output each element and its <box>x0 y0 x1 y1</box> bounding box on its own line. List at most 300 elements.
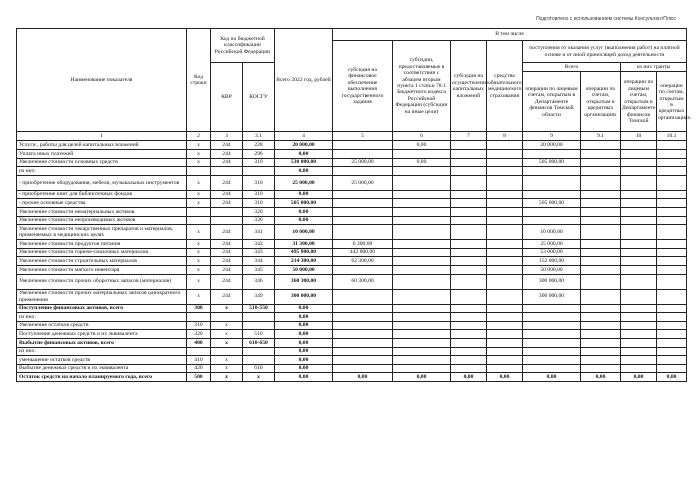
row-subsidy-capital <box>451 364 487 373</box>
row-paid-credit <box>581 274 621 289</box>
row-total: 495 800,00 <box>275 248 333 257</box>
row-grants-credit <box>657 313 687 322</box>
row-total: 0,00 <box>275 373 333 382</box>
header-paid-services: поступления от оказания услуг (выполнения работ) на платной основе и от иной приносящей доход деятельности <box>523 41 687 63</box>
row-subsidy-task <box>333 289 393 304</box>
row-grants-treasury <box>621 313 657 322</box>
row-kvr <box>211 313 243 322</box>
row-total: 20 000,00 <box>275 141 333 150</box>
row-paid-credit <box>581 289 621 304</box>
row-subsidy-task <box>333 356 393 365</box>
row-paid-credit: 0,00 <box>581 373 621 382</box>
row-paid-credit <box>581 150 621 159</box>
table-row <box>17 216 687 225</box>
row-kosgu: 228 <box>243 141 275 150</box>
row-grants-credit <box>657 158 687 167</box>
row-insurance <box>487 240 523 249</box>
row-subsidy-task <box>333 225 393 240</box>
row-name: Поступление финансовых активов, всего <box>17 304 187 313</box>
header-ops-credit: операции по счетам, открытым в кредитных организациях <box>581 72 621 132</box>
row-total: 0,00 <box>275 330 333 339</box>
row-kosgu <box>243 313 275 322</box>
row-subsidy-capital <box>451 289 487 304</box>
row-subsidy-other <box>393 175 451 190</box>
row-subsidy-task <box>333 150 393 159</box>
header-kosgu: КОСГУ <box>243 63 275 132</box>
row-code: x <box>187 274 211 289</box>
row-paid-credit <box>581 225 621 240</box>
row-total: 0,00 <box>275 167 333 176</box>
row-grants-credit <box>657 289 687 304</box>
column-number-row <box>17 132 687 141</box>
row-code: 400 <box>187 338 211 347</box>
row-subsidy-other <box>393 364 451 373</box>
row-insurance <box>487 216 523 225</box>
row-subsidy-other <box>393 265 451 274</box>
row-name: - приобретение книг для библиотечных фондов <box>17 190 187 199</box>
row-kosgu: x <box>243 373 275 382</box>
row-grants-credit <box>657 304 687 313</box>
table-row <box>17 190 687 199</box>
row-code: x <box>187 265 211 274</box>
row-kosgu: 310 <box>243 158 275 167</box>
row-grants-treasury <box>621 150 657 159</box>
row-kvr: 244 <box>211 175 243 190</box>
row-grants-treasury <box>621 274 657 289</box>
header-code-budget: Код по бюджетной классификации Российской Федерации <box>211 29 275 63</box>
row-kvr: 244 <box>211 240 243 249</box>
row-paid-treasury <box>523 338 581 347</box>
col-number: 10.1 <box>657 132 687 141</box>
row-subsidy-task <box>333 199 393 208</box>
row-subsidy-task: 0,00 <box>333 373 393 382</box>
row-name: Остаток средств на начало планируемого года, всего <box>17 373 187 382</box>
row-subsidy-capital <box>451 207 487 216</box>
row-insurance <box>487 265 523 274</box>
row-code: x <box>187 257 211 266</box>
row-insurance <box>487 150 523 159</box>
row-subsidy-other <box>393 225 451 240</box>
row-grants-treasury <box>621 216 657 225</box>
row-paid-credit <box>581 364 621 373</box>
row-kvr: x <box>211 330 243 339</box>
row-subsidy-other <box>393 338 451 347</box>
row-total: 25 000,00 <box>275 175 333 190</box>
row-grants-credit <box>657 248 687 257</box>
row-kosgu: 310 <box>243 199 275 208</box>
row-subsidy-task: 25 000,00 <box>333 158 393 167</box>
row-subsidy-capital <box>451 265 487 274</box>
row-subsidy-capital <box>451 347 487 356</box>
row-insurance <box>487 304 523 313</box>
row-grants-credit <box>657 141 687 150</box>
row-paid-treasury <box>523 356 581 365</box>
row-paid-treasury: 25 000,00 <box>523 240 581 249</box>
row-total: 0,00 <box>275 304 333 313</box>
row-grants-treasury <box>621 356 657 365</box>
row-name: Поступление денежных средств и их эквивалента <box>17 330 187 339</box>
row-kosgu: 330 <box>243 216 275 225</box>
row-insurance <box>487 356 523 365</box>
table-row <box>17 356 687 365</box>
row-subsidy-task <box>333 207 393 216</box>
row-subsidy-capital <box>451 338 487 347</box>
row-subsidy-task <box>333 364 393 373</box>
row-name: Услуги , работы для целей капитальных вложений <box>17 141 187 150</box>
row-grants-treasury <box>621 265 657 274</box>
table-row <box>17 199 687 208</box>
row-grants-treasury <box>621 248 657 257</box>
row-kosgu: 349 <box>243 289 275 304</box>
row-total: 0,00 <box>275 364 333 373</box>
row-code: x <box>187 141 211 150</box>
row-subsidy-capital <box>451 190 487 199</box>
row-kvr: x <box>211 338 243 347</box>
row-kvr: 244 <box>211 150 243 159</box>
row-paid-treasury <box>523 175 581 190</box>
row-name: Увеличение стоимости горюче-смазочных материалов <box>17 248 187 257</box>
row-kosgu: 345 <box>243 265 275 274</box>
row-subsidy-task: 442 800,00 <box>333 248 393 257</box>
row-subsidy-task <box>333 338 393 347</box>
col-number: 7 <box>451 132 487 141</box>
row-paid-treasury: 505 000,00 <box>523 199 581 208</box>
row-paid-treasury: 152 000,00 <box>523 257 581 266</box>
row-total: 10 000,00 <box>275 225 333 240</box>
row-code: x <box>187 225 211 240</box>
row-paid-treasury <box>523 216 581 225</box>
row-paid-credit <box>581 158 621 167</box>
row-subsidy-task: 60 300,00 <box>333 274 393 289</box>
col-number: 8 <box>487 132 523 141</box>
row-code: x <box>187 190 211 199</box>
row-insurance: 0,00 <box>487 373 523 382</box>
table-row <box>17 373 687 382</box>
col-number: 2 <box>187 132 211 141</box>
row-grants-credit <box>657 175 687 190</box>
col-number: 3 <box>211 132 243 141</box>
row-subsidy-other <box>393 330 451 339</box>
row-kosgu: 341 <box>243 225 275 240</box>
row-subsidy-other <box>393 321 451 330</box>
row-subsidy-capital <box>451 175 487 190</box>
row-subsidy-task <box>333 313 393 322</box>
row-name: Увеличение стоимости непроизводимых активов <box>17 216 187 225</box>
row-grants-treasury <box>621 321 657 330</box>
row-name: Увеличение стоимости нематериальных активов <box>17 207 187 216</box>
row-name: Увеличение стоимости мягкого инвентаря <box>17 265 187 274</box>
row-subsidy-other <box>393 274 451 289</box>
row-insurance <box>487 347 523 356</box>
row-subsidy-other <box>393 190 451 199</box>
row-kosgu: 343 <box>243 248 275 257</box>
table-row <box>17 330 687 339</box>
row-subsidy-capital <box>451 158 487 167</box>
row-grants-treasury <box>621 190 657 199</box>
row-grants-credit <box>657 257 687 266</box>
row-total: 214 300,00 <box>275 257 333 266</box>
row-kosgu <box>243 347 275 356</box>
row-grants-treasury <box>621 207 657 216</box>
row-kvr: 244 <box>211 158 243 167</box>
row-subsidy-capital <box>451 167 487 176</box>
table-row <box>17 321 687 330</box>
row-total: 360 300,00 <box>275 274 333 289</box>
table-row <box>17 240 687 249</box>
row-subsidy-task <box>333 167 393 176</box>
row-code: x <box>187 289 211 304</box>
row-paid-treasury: 20 000,00 <box>523 141 581 150</box>
row-subsidy-task <box>333 304 393 313</box>
row-kvr: 244 <box>211 141 243 150</box>
table-row <box>17 158 687 167</box>
row-kvr: 244 <box>211 248 243 257</box>
row-name: из них: <box>17 167 187 176</box>
row-insurance <box>487 330 523 339</box>
row-name: из них: <box>17 347 187 356</box>
row-subsidy-other <box>393 257 451 266</box>
header-total: Всего 2022 год, рублей <box>275 29 333 132</box>
row-kvr <box>211 216 243 225</box>
row-grants-treasury <box>621 289 657 304</box>
row-kvr <box>211 167 243 176</box>
table-header <box>17 29 691 141</box>
row-paid-treasury <box>523 347 581 356</box>
table-row <box>17 225 687 240</box>
row-paid-credit <box>581 167 621 176</box>
table-row <box>17 364 687 373</box>
row-kosgu: 510 <box>243 330 275 339</box>
row-insurance <box>487 313 523 322</box>
row-total: 0,00 <box>275 216 333 225</box>
header-mandatory-insurance: средства обязательного медицинского страхования <box>487 41 523 132</box>
row-code <box>187 167 211 176</box>
row-paid-credit <box>581 216 621 225</box>
row-kosgu: 610 <box>243 364 275 373</box>
row-insurance <box>487 141 523 150</box>
row-kosgu: 296 <box>243 150 275 159</box>
row-paid-credit <box>581 240 621 249</box>
row-code <box>187 347 211 356</box>
row-subsidy-other: 0,00 <box>393 141 451 150</box>
row-name: Выбытие денежных средств и их эквивалента <box>17 364 187 373</box>
table-row <box>17 167 687 176</box>
row-total: 0,00 <box>275 347 333 356</box>
table-row <box>17 265 687 274</box>
row-grants-credit <box>657 190 687 199</box>
row-kvr <box>211 207 243 216</box>
table-row <box>17 289 687 304</box>
row-kosgu <box>243 356 275 365</box>
row-paid-treasury: 300 000,00 <box>523 274 581 289</box>
row-subsidy-capital: 0,00 <box>451 373 487 382</box>
row-subsidy-other: 0,00 <box>393 158 451 167</box>
header-ops-credit-grants: операции по счетам, открытым в кредитных организациях <box>657 72 687 132</box>
row-grants-credit <box>657 364 687 373</box>
row-subsidy-capital <box>451 141 487 150</box>
row-grants-credit <box>657 150 687 159</box>
row-insurance <box>487 257 523 266</box>
row-insurance <box>487 248 523 257</box>
row-paid-treasury: 0,00 <box>523 373 581 382</box>
row-kosgu: 342 <box>243 240 275 249</box>
row-subsidy-task <box>333 216 393 225</box>
row-grants-treasury <box>621 304 657 313</box>
row-subsidy-capital <box>451 321 487 330</box>
row-subsidy-capital <box>451 225 487 240</box>
table-row <box>17 207 687 216</box>
row-name: уменьшение остатков средств <box>17 356 187 365</box>
header-code-row: Код строки <box>187 29 211 132</box>
row-grants-credit <box>657 321 687 330</box>
row-kvr: 244 <box>211 225 243 240</box>
row-insurance <box>487 158 523 167</box>
row-grants-credit <box>657 330 687 339</box>
row-grants-credit <box>657 199 687 208</box>
row-insurance <box>487 207 523 216</box>
row-grants-treasury <box>621 240 657 249</box>
row-insurance <box>487 338 523 347</box>
col-number: 10 <box>621 132 657 141</box>
row-name: - приобретение оборудования, мебели, музыкальных инструментов <box>17 175 187 190</box>
row-paid-credit <box>581 313 621 322</box>
row-code: x <box>187 158 211 167</box>
row-grants-credit <box>657 240 687 249</box>
row-grants-credit <box>657 265 687 274</box>
row-paid-treasury <box>523 207 581 216</box>
row-subsidy-other <box>393 313 451 322</box>
row-paid-credit <box>581 347 621 356</box>
row-paid-treasury <box>523 321 581 330</box>
row-grants-credit <box>657 167 687 176</box>
row-kvr: x <box>211 373 243 382</box>
row-kosgu: 310 <box>243 175 275 190</box>
row-paid-credit <box>581 175 621 190</box>
row-subsidy-other <box>393 199 451 208</box>
row-insurance <box>487 190 523 199</box>
row-code: 320 <box>187 330 211 339</box>
row-paid-credit <box>581 257 621 266</box>
row-total: 31 300,00 <box>275 240 333 249</box>
row-name: - прочие основные средства <box>17 199 187 208</box>
row-kvr: x <box>211 304 243 313</box>
row-code <box>187 207 211 216</box>
row-grants-treasury <box>621 364 657 373</box>
row-grants-credit <box>657 356 687 365</box>
row-subsidy-task: 6 300,00 <box>333 240 393 249</box>
row-name: Увеличение стоимости прочих материальных запасов однократного применения <box>17 289 187 304</box>
row-total: 0,00 <box>275 313 333 322</box>
col-number: 6 <box>393 132 451 141</box>
row-paid-credit <box>581 207 621 216</box>
table-row <box>17 257 687 266</box>
row-grants-credit <box>657 216 687 225</box>
row-total: 0,00 <box>275 190 333 199</box>
row-subsidy-task <box>333 190 393 199</box>
row-grants-treasury <box>621 257 657 266</box>
row-paid-treasury <box>523 150 581 159</box>
row-name: Увеличение остатков средств <box>17 321 187 330</box>
row-kosgu: 510-550 <box>243 304 275 313</box>
row-grants-credit <box>657 338 687 347</box>
row-kosgu: 320 <box>243 207 275 216</box>
row-total: 0,00 <box>275 207 333 216</box>
table-row <box>17 304 687 313</box>
row-kvr: x <box>211 364 243 373</box>
header-subsidy-capital: субсидия на осуществление капитальных вложений <box>451 41 487 132</box>
header-subsidy-task: субсидия на финансовое обеспечение выполнения государственного задания <box>333 41 393 132</box>
row-kosgu: 610-650 <box>243 338 275 347</box>
row-name: Уплата иных платежей <box>17 150 187 159</box>
row-kvr: 244 <box>211 190 243 199</box>
row-subsidy-other <box>393 304 451 313</box>
row-insurance <box>487 274 523 289</box>
row-total: 300 000,00 <box>275 289 333 304</box>
col-number: 9 <box>523 132 581 141</box>
row-paid-treasury: 53 000,00 <box>523 248 581 257</box>
row-paid-credit <box>581 330 621 339</box>
header-ops-treasury: операции по лицевым счетам, открытым в Департаменте финансов Томской области <box>523 72 581 132</box>
row-paid-treasury <box>523 190 581 199</box>
row-paid-treasury: 10 000,00 <box>523 225 581 240</box>
table-row <box>17 347 687 356</box>
row-code: 310 <box>187 321 211 330</box>
row-subsidy-capital <box>451 150 487 159</box>
row-code: x <box>187 150 211 159</box>
row-kvr: 244 <box>211 265 243 274</box>
row-paid-treasury: 505 000,00 <box>523 158 581 167</box>
row-subsidy-capital <box>451 304 487 313</box>
row-name: Увеличение стоимости прочих оборотных запасов (материалов) <box>17 274 187 289</box>
row-subsidy-task <box>333 265 393 274</box>
row-grants-credit <box>657 274 687 289</box>
row-total: 0,00 <box>275 321 333 330</box>
row-code <box>187 216 211 225</box>
row-paid-treasury <box>523 304 581 313</box>
row-insurance <box>487 321 523 330</box>
row-name: Увеличение стоимости строительных материалов <box>17 257 187 266</box>
row-subsidy-other: 0,00 <box>393 373 451 382</box>
row-paid-credit <box>581 321 621 330</box>
row-name: Увеличение стоимости продуктов питания <box>17 240 187 249</box>
row-kosgu: 344 <box>243 257 275 266</box>
row-paid-treasury <box>523 313 581 322</box>
financial-plan-table <box>16 28 691 382</box>
row-total: 0,00 <box>275 356 333 365</box>
row-total: 50 000,00 <box>275 265 333 274</box>
row-paid-treasury <box>523 330 581 339</box>
row-subsidy-task <box>333 347 393 356</box>
row-subsidy-capital <box>451 330 487 339</box>
header-subsidy-other: субсидии, предоставляемые в соответствии с абзацем вторым пункта 1 статьи 78.1 Бюджетного кодекса Российской Федерации (субсидии на иные цели) <box>393 41 451 132</box>
row-grants-credit: 0,00 <box>657 373 687 382</box>
row-subsidy-other <box>393 167 451 176</box>
row-insurance <box>487 175 523 190</box>
row-kvr: 244 <box>211 257 243 266</box>
row-subsidy-task <box>333 330 393 339</box>
row-subsidy-other <box>393 356 451 365</box>
row-grants-treasury <box>621 347 657 356</box>
row-paid-credit <box>581 190 621 199</box>
col-number: 9.1 <box>581 132 621 141</box>
row-paid-treasury <box>523 167 581 176</box>
table-row <box>17 175 687 190</box>
row-subsidy-capital <box>451 240 487 249</box>
row-subsidy-other <box>393 207 451 216</box>
row-kosgu: 346 <box>243 274 275 289</box>
row-subsidy-task: 62 300,00 <box>333 257 393 266</box>
row-insurance <box>487 289 523 304</box>
